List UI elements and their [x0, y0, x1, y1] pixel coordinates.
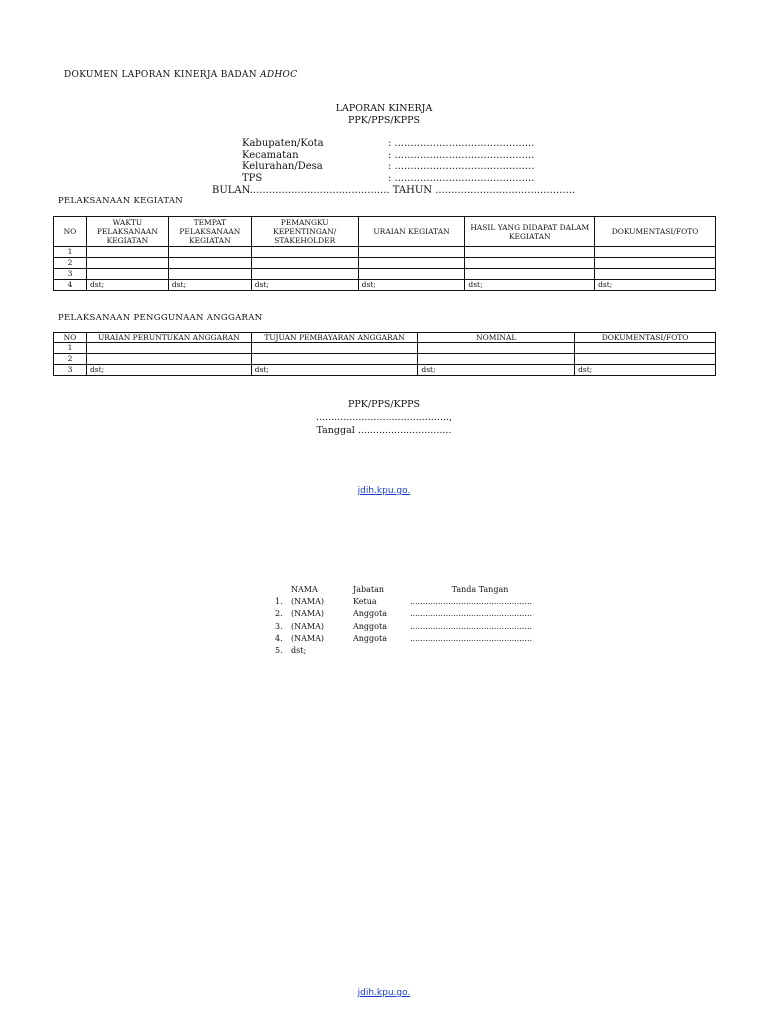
table-cell	[418, 343, 575, 354]
table-cell: 3	[54, 269, 87, 280]
table-cell: dst;	[86, 365, 251, 376]
column-header: DOKUMENTASI/FOTO	[575, 333, 716, 343]
member-number: 4.	[275, 633, 283, 643]
section-title-kegiatan: PELAKSANAAN KEGIATAN	[58, 196, 184, 206]
member-number: 2.	[275, 609, 283, 619]
table-cell	[168, 269, 251, 280]
signature-place: ............................................,	[316, 412, 452, 423]
table-cell: dst;	[595, 280, 716, 291]
column-header: TEMPAT PELAKSANAAN KEGIATAN	[168, 217, 251, 247]
column-header: DOKUMENTASI/FOTO	[595, 217, 716, 247]
signature-block	[0, 398, 768, 437]
table-cell	[595, 269, 716, 280]
info-value: : ............................................	[388, 161, 535, 172]
column-header: NO	[54, 333, 87, 343]
table-cell: 3	[54, 365, 87, 376]
table-row	[54, 269, 716, 280]
document-header	[64, 70, 297, 80]
table-cell	[358, 269, 465, 280]
table-cell	[575, 343, 716, 354]
member-jabatan	[353, 645, 410, 657]
info-row-kabupaten	[242, 138, 534, 150]
info-label: Kelurahan/Desa	[242, 161, 323, 172]
info-label: Kabupaten/Kota	[242, 138, 324, 149]
table-cell: dst;	[251, 365, 418, 376]
member-sign-line: ................................................	[410, 621, 533, 631]
member-number: 5.	[275, 646, 283, 656]
table-row	[54, 258, 716, 269]
info-block	[242, 138, 534, 184]
table-cell	[251, 269, 358, 280]
table-cell	[465, 247, 595, 258]
list-item	[275, 608, 550, 620]
list-item	[275, 621, 550, 633]
footer-link[interactable]: jdih.kpu.go.	[357, 486, 411, 496]
column-header: URAIAN PERUNTUKAN ANGGARAN	[86, 333, 251, 343]
info-value: : ............................................	[388, 172, 535, 184]
column-header: TUJUAN PEMBAYARAN ANGGARAN	[251, 333, 418, 343]
member-name: (NAMA)	[291, 597, 324, 607]
table-row	[54, 280, 716, 291]
member-name: (NAMA)	[291, 609, 324, 619]
member-jabatan: Anggota	[353, 633, 387, 643]
title-line-2: PPK/PPS/KPPS	[348, 115, 420, 126]
table-row	[54, 365, 716, 376]
table-cell: dst;	[465, 280, 595, 291]
column-header: PEMANGKU KEPENTINGAN/ STAKEHOLDER	[251, 217, 358, 247]
table-cell: 1	[54, 343, 87, 354]
table-cell	[86, 354, 251, 365]
member-sign-line: ................................................	[410, 609, 533, 619]
members-head-name: NAMA	[291, 585, 318, 594]
table-cell: 2	[54, 258, 87, 269]
member-jabatan: Ketua	[353, 597, 377, 607]
table-cell: 2	[54, 354, 87, 365]
table-cell	[418, 354, 575, 365]
member-number: 3.	[275, 621, 283, 631]
column-header: NO	[54, 217, 87, 247]
member-sign-line: ................................................	[410, 597, 533, 607]
list-item	[275, 645, 550, 657]
header-italic: ADHOC	[260, 70, 298, 80]
signature-org: PPK/PPS/KPPS	[348, 399, 420, 410]
table-cell	[358, 247, 465, 258]
column-header: URAIAN KEGIATAN	[358, 217, 465, 247]
table-cell: dst;	[358, 280, 465, 291]
list-item	[275, 633, 550, 645]
kegiatan-table	[53, 216, 716, 291]
column-header: WAKTU PELAKSANAAN KEGIATAN	[86, 217, 168, 247]
table-cell: dst;	[86, 280, 168, 291]
info-label: TPS	[242, 172, 263, 184]
member-jabatan: Anggota	[353, 621, 387, 631]
member-jabatan: Anggota	[353, 609, 387, 619]
table-cell	[86, 343, 251, 354]
header-text: DOKUMEN LAPORAN KINERJA BADAN	[64, 70, 261, 80]
table-header-row	[54, 217, 716, 247]
table-cell: dst;	[251, 280, 358, 291]
table-header-row	[54, 333, 716, 343]
table-cell: dst;	[168, 280, 251, 291]
column-header: NOMINAL	[418, 333, 575, 343]
info-value: : ............................................	[388, 149, 535, 161]
table-cell	[251, 247, 358, 258]
info-row-tps	[242, 173, 534, 185]
table-cell	[575, 354, 716, 365]
bulan-tahun-row: BULAN............................................ TAHUN ............................................	[212, 185, 576, 196]
members-head-tanda: Tanda Tangan	[451, 585, 509, 594]
table-cell	[86, 247, 168, 258]
member-name: (NAMA)	[291, 633, 324, 643]
table-cell	[251, 343, 418, 354]
signature-date: Tanggal ...............................	[316, 425, 452, 436]
column-header: HASIL YANG DIDAPAT DALAM KEGIATAN	[465, 217, 595, 247]
table-cell	[168, 258, 251, 269]
report-title	[0, 103, 768, 127]
table-row	[54, 247, 716, 258]
members-header-row	[275, 584, 550, 596]
title-line-1: LAPORAN KINERJA	[335, 103, 433, 114]
table-cell: 4	[54, 280, 87, 291]
member-name: (NAMA)	[291, 621, 324, 631]
info-row-kecamatan	[242, 150, 534, 162]
table-cell	[358, 258, 465, 269]
info-row-kelurahan	[242, 161, 534, 173]
member-number: 1.	[275, 597, 283, 607]
table-row	[54, 343, 716, 354]
table-cell: dst;	[575, 365, 716, 376]
member-sign-line: ................................................	[410, 633, 533, 643]
table-cell	[465, 258, 595, 269]
members-list	[275, 584, 550, 657]
footer-link-bottom[interactable]: jdih.kpu.go.	[357, 988, 411, 998]
info-label: Kecamatan	[242, 149, 299, 161]
anggaran-table	[53, 332, 716, 376]
info-value: : ............................................	[388, 138, 535, 149]
table-row	[54, 354, 716, 365]
table-cell	[251, 258, 358, 269]
members-head-jabatan: Jabatan	[353, 585, 385, 594]
list-item	[275, 596, 550, 608]
member-name: dst;	[291, 646, 307, 656]
table-cell: dst;	[418, 365, 575, 376]
table-cell	[595, 247, 716, 258]
table-cell	[251, 354, 418, 365]
table-cell	[465, 269, 595, 280]
table-cell	[86, 258, 168, 269]
section-title-anggaran: PELAKSANAAN PENGGUNAAN ANGGARAN	[58, 313, 263, 323]
table-cell	[168, 247, 251, 258]
table-cell	[595, 258, 716, 269]
table-cell: 1	[54, 247, 87, 258]
table-cell	[86, 269, 168, 280]
